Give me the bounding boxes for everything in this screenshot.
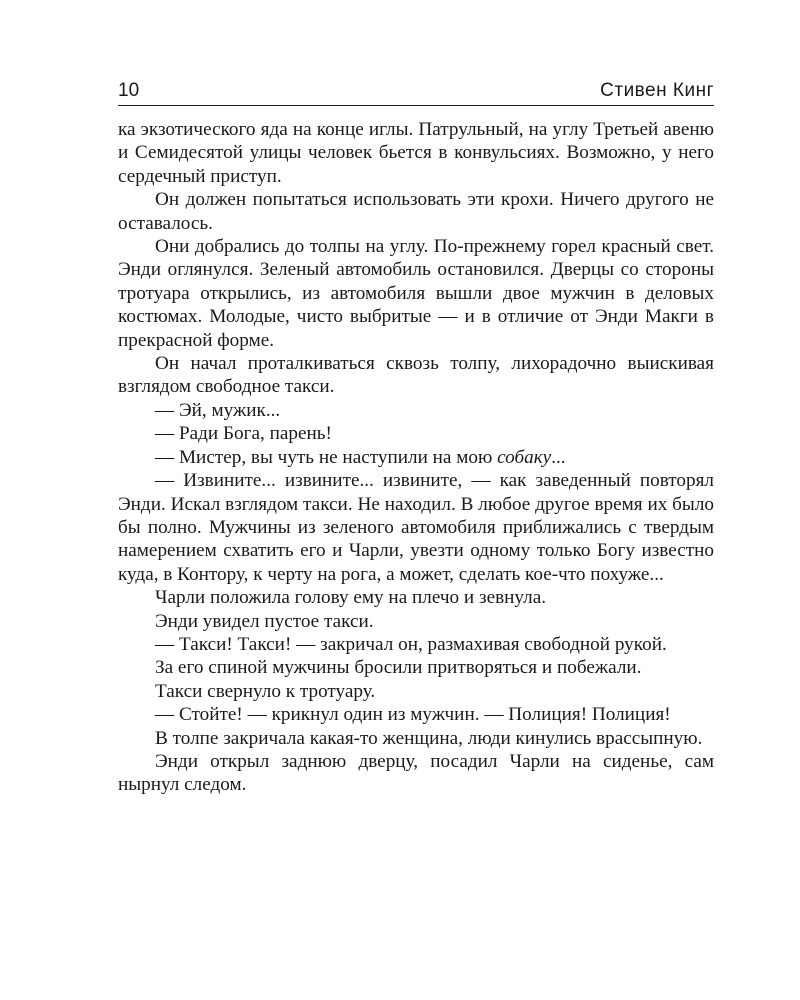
dialogue-line: — Стойте! — крикнул один из мужчин. — Полиция! Полиция!: [155, 704, 671, 726]
paragraph: Он должен попытаться использовать эти крохи. Ничего другого не оставалось.: [118, 189, 714, 234]
paragraph: Чарли положила голову ему на плечо и зевнула.: [155, 587, 547, 609]
header-rule: [118, 105, 714, 106]
paragraph: Энди открыл заднюю дверцу, посадил Чарли на сиденье, сам нырнул следом.: [118, 750, 714, 796]
dialogue-text: ...: [551, 446, 566, 468]
dialogue-line: [118, 446, 714, 469]
page-number: 10: [118, 80, 140, 101]
paragraph: — Извините... извините... извините, — как заведенный повторял Энди. Искал взглядом такси. Не находил. В любое другое время их было бы полно. Мужчины из зеленого автомобиля приближались с твердым намерением схватить его и Чарли, увезти одному только Богу известно куда, в Контору, к черту на рога, а может, сделать кое-что похуже...: [118, 470, 714, 585]
running-head-author: Стивен Кинг: [600, 80, 714, 101]
dialogue-line: — Такси! Такси! — закричал он, размахивая свободной рукой.: [155, 633, 667, 655]
paragraph: В толпе закричала какая-то женщина, люди кинулись врассыпную.: [155, 727, 703, 749]
paragraph: ка экзотического яда на конце иглы. Патрульный, на углу Третьей авеню и Семидесятой улицы человек бьется в конвульсиях. Возможно, у него сердечный приступ.: [118, 119, 714, 187]
page-header: [118, 78, 714, 104]
paragraph: За его спиной мужчины бросили притворяться и побежали.: [155, 657, 642, 679]
book-page: [118, 78, 714, 797]
dialogue-line: — Эй, мужик...: [155, 399, 281, 421]
body-text: [118, 118, 714, 797]
paragraph: Он начал проталкиваться сквозь толпу, лихорадочно выискивая взглядом свободное такси.: [118, 353, 714, 398]
paragraph: Они добрались до толпы на углу. По-прежнему горел красный свет. Энди оглянулся. Зеленый автомобиль остановился. Дверцы со стороны тротуара открылись, из автомобиля вышли двое мужчин в деловых костюмах. Молодые, чисто выбритые — и в отличие от Энди Макги в прекрасной форме.: [118, 236, 714, 351]
paragraph: Такси свернуло к тротуару.: [155, 680, 376, 702]
dialogue-text: — Мистер, вы чуть не наступили на мою: [155, 446, 498, 468]
dialogue-line: — Ради Бога, парень!: [155, 423, 332, 445]
paragraph: Энди увидел пустое такси.: [155, 610, 374, 632]
emphasis-text: собаку: [497, 446, 552, 468]
